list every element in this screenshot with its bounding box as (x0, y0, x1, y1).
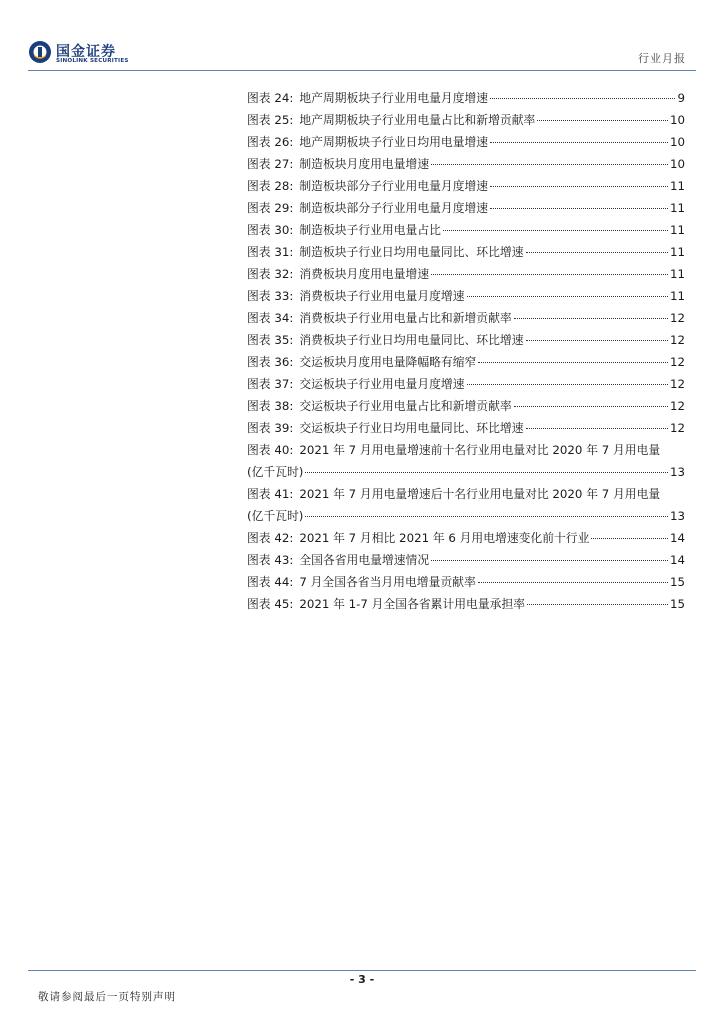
toc-entry-label: 图表 43: (247, 553, 294, 567)
toc-entry-title: 全国各省用电量增速情况 (299, 553, 430, 567)
toc-entry-label: 图表 40: (247, 443, 294, 457)
toc-entry-title: 消费板块子行业日均用电量同比、环比增速 (299, 333, 524, 347)
toc-entry-label: 图表 30: (247, 223, 294, 237)
dot-leader (467, 384, 668, 385)
toc-entry-title: 制造板块子行业日均用电量同比、环比增速 (299, 245, 524, 259)
toc-entry[interactable] (247, 285, 685, 307)
toc-entry[interactable] (247, 395, 685, 417)
toc-entry-page: 12 (669, 399, 685, 413)
toc-entry[interactable] (247, 307, 685, 329)
toc-entry-page: 11 (669, 289, 685, 303)
toc-entry-label: 图表 27: (247, 157, 294, 171)
toc-entry-title: 消费板块月度用电量增速 (299, 267, 430, 281)
toc-entry-page: 12 (669, 355, 685, 369)
toc-entry[interactable] (247, 87, 685, 109)
toc-entry[interactable] (247, 483, 685, 527)
toc-entry[interactable] (247, 131, 685, 153)
toc-entry-label: 图表 41: (247, 487, 294, 501)
toc-entry-label: 图表 31: (247, 245, 294, 259)
toc-entry-title: 2021 年 1-7 月全国各省累计用电量承担率 (299, 597, 526, 611)
toc-entry-label: 图表 25: (247, 113, 294, 127)
dot-leader (490, 98, 675, 99)
toc-entry-title: 制造板块月度用电量增速 (299, 157, 430, 171)
toc-entry-label: 图表 39: (247, 421, 294, 435)
dot-leader (526, 340, 668, 341)
toc-entry-page: 15 (669, 597, 685, 611)
dot-leader (431, 560, 668, 561)
toc-entry-label: 图表 35: (247, 333, 294, 347)
toc-entry-page: 9 (677, 91, 685, 105)
dot-leader (467, 296, 668, 297)
toc-entry-title: 制造板块子行业用电量占比 (299, 223, 441, 237)
toc-entry[interactable] (247, 109, 685, 131)
toc-entry-title: 2021 年 7 月相比 2021 年 6 月用电增速变化前十行业 (299, 531, 590, 545)
toc-entry-label: 图表 36: (247, 355, 294, 369)
toc-entry[interactable] (247, 439, 685, 483)
toc-entry-label: 图表 45: (247, 597, 294, 611)
header-divider (28, 70, 696, 71)
toc-entry-title: 地产周期板块子行业用电量占比和新增贡献率 (299, 113, 536, 127)
toc-entry-title: 交运板块月度用电量降幅略有缩窄 (299, 355, 477, 369)
dot-leader (478, 582, 668, 583)
toc-entry[interactable] (247, 329, 685, 351)
footer-disclaimer: 敬请参阅最后一页特别声明 (38, 991, 176, 1003)
toc-entry-page: 13 (669, 509, 685, 523)
toc-entry-label: 图表 26: (247, 135, 294, 149)
toc-entry[interactable] (247, 571, 685, 593)
toc-entry[interactable] (247, 593, 685, 615)
logo-emblem-icon (28, 40, 52, 64)
toc-entry[interactable] (247, 197, 685, 219)
toc-entry-title: 消费板块子行业用电量占比和新增贡献率 (299, 311, 512, 325)
toc-entry[interactable] (247, 351, 685, 373)
toc-entry-page: 12 (669, 311, 685, 325)
toc-entry[interactable] (247, 373, 685, 395)
toc-entry-label: 图表 42: (247, 531, 294, 545)
toc-entry-page: 12 (669, 333, 685, 347)
toc-entry-page: 15 (669, 575, 685, 589)
table-of-figures (247, 87, 685, 615)
toc-entry[interactable] (247, 527, 685, 549)
dot-leader (431, 274, 668, 275)
toc-entry-page: 12 (669, 377, 685, 391)
dot-leader (431, 164, 668, 165)
toc-entry[interactable] (247, 241, 685, 263)
toc-entry[interactable] (247, 219, 685, 241)
report-type: 行业月报 (638, 52, 686, 65)
toc-entry-label: 图表 44: (247, 575, 294, 589)
toc-entry-title: 制造板块部分子行业用电量月度增速 (299, 201, 489, 215)
footer-divider (28, 970, 696, 971)
logo-english-name: SINOLINK SECURITIES (56, 58, 129, 64)
toc-entry-page: 10 (669, 135, 685, 149)
toc-entry-label: 图表 38: (247, 399, 294, 413)
toc-entry-label: 图表 24: (247, 91, 294, 105)
toc-entry-first-line (247, 483, 685, 505)
toc-entry[interactable] (247, 549, 685, 571)
toc-entry-label: 图表 32: (247, 267, 294, 281)
dot-leader (514, 406, 668, 407)
toc-entry[interactable] (247, 153, 685, 175)
toc-entry-page: 10 (669, 113, 685, 127)
toc-entry-title: 制造板块部分子行业用电量月度增速 (299, 179, 489, 193)
toc-entry-page: 11 (669, 245, 685, 259)
toc-entry-title: 交运板块子行业用电量占比和新增贡献率 (299, 399, 512, 413)
toc-entry-label: 图表 29: (247, 201, 294, 215)
toc-entry-title: 7 月全国各省当月用电增量贡献率 (299, 575, 476, 589)
toc-entry-page: 11 (669, 201, 685, 215)
dot-leader (537, 120, 668, 121)
dot-leader (443, 230, 668, 231)
page-header (0, 0, 724, 72)
toc-entry[interactable] (247, 263, 685, 285)
toc-entry-label: 图表 37: (247, 377, 294, 391)
toc-entry-page: 14 (669, 553, 685, 567)
dot-leader (478, 362, 668, 363)
toc-entry-label: 图表 34: (247, 311, 294, 325)
dot-leader (305, 516, 668, 517)
logo-chinese-name: 国金证券 (56, 44, 116, 60)
toc-entry-page: 11 (669, 223, 685, 237)
toc-entry-page: 14 (669, 531, 685, 545)
dot-leader (526, 252, 668, 253)
toc-entry-page: 12 (669, 421, 685, 435)
company-logo (28, 40, 138, 68)
toc-entry-title: 2021 年 7 月用电量增速后十名行业用电量对比 2020 年 7 月用电量 (299, 487, 661, 501)
toc-entry[interactable] (247, 175, 685, 197)
toc-entry-page: 11 (669, 179, 685, 193)
toc-entry-title: 地产周期板块子行业日均用电量增速 (299, 135, 489, 149)
toc-entry-first-line (247, 439, 685, 461)
toc-entry-title: 交运板块子行业用电量月度增速 (299, 377, 465, 391)
toc-entry-page: 13 (669, 465, 685, 479)
toc-entry-title: 2021 年 7 月用电量增速前十名行业用电量对比 2020 年 7 月用电量 (299, 443, 661, 457)
toc-entry-title: 地产周期板块子行业用电量月度增速 (299, 91, 489, 105)
toc-entry-title: 消费板块子行业用电量月度增速 (299, 289, 465, 303)
page-number: - 3 - (349, 973, 375, 986)
dot-leader (490, 208, 668, 209)
dot-leader (527, 604, 668, 605)
dot-leader (305, 472, 668, 473)
dot-leader (591, 538, 668, 539)
dot-leader (490, 142, 668, 143)
dot-leader (526, 428, 668, 429)
toc-entry-page: 11 (669, 267, 685, 281)
toc-entry[interactable] (247, 417, 685, 439)
toc-entry-label: 图表 28: (247, 179, 294, 193)
dot-leader (514, 318, 668, 319)
dot-leader (490, 186, 668, 187)
toc-entry-title: 交运板块子行业日均用电量同比、环比增速 (299, 421, 524, 435)
toc-entry-label: 图表 33: (247, 289, 294, 303)
toc-entry-title-continued: (亿千瓦时) (247, 465, 304, 479)
toc-entry-title-continued: (亿千瓦时) (247, 509, 304, 523)
toc-entry-page: 10 (669, 157, 685, 171)
